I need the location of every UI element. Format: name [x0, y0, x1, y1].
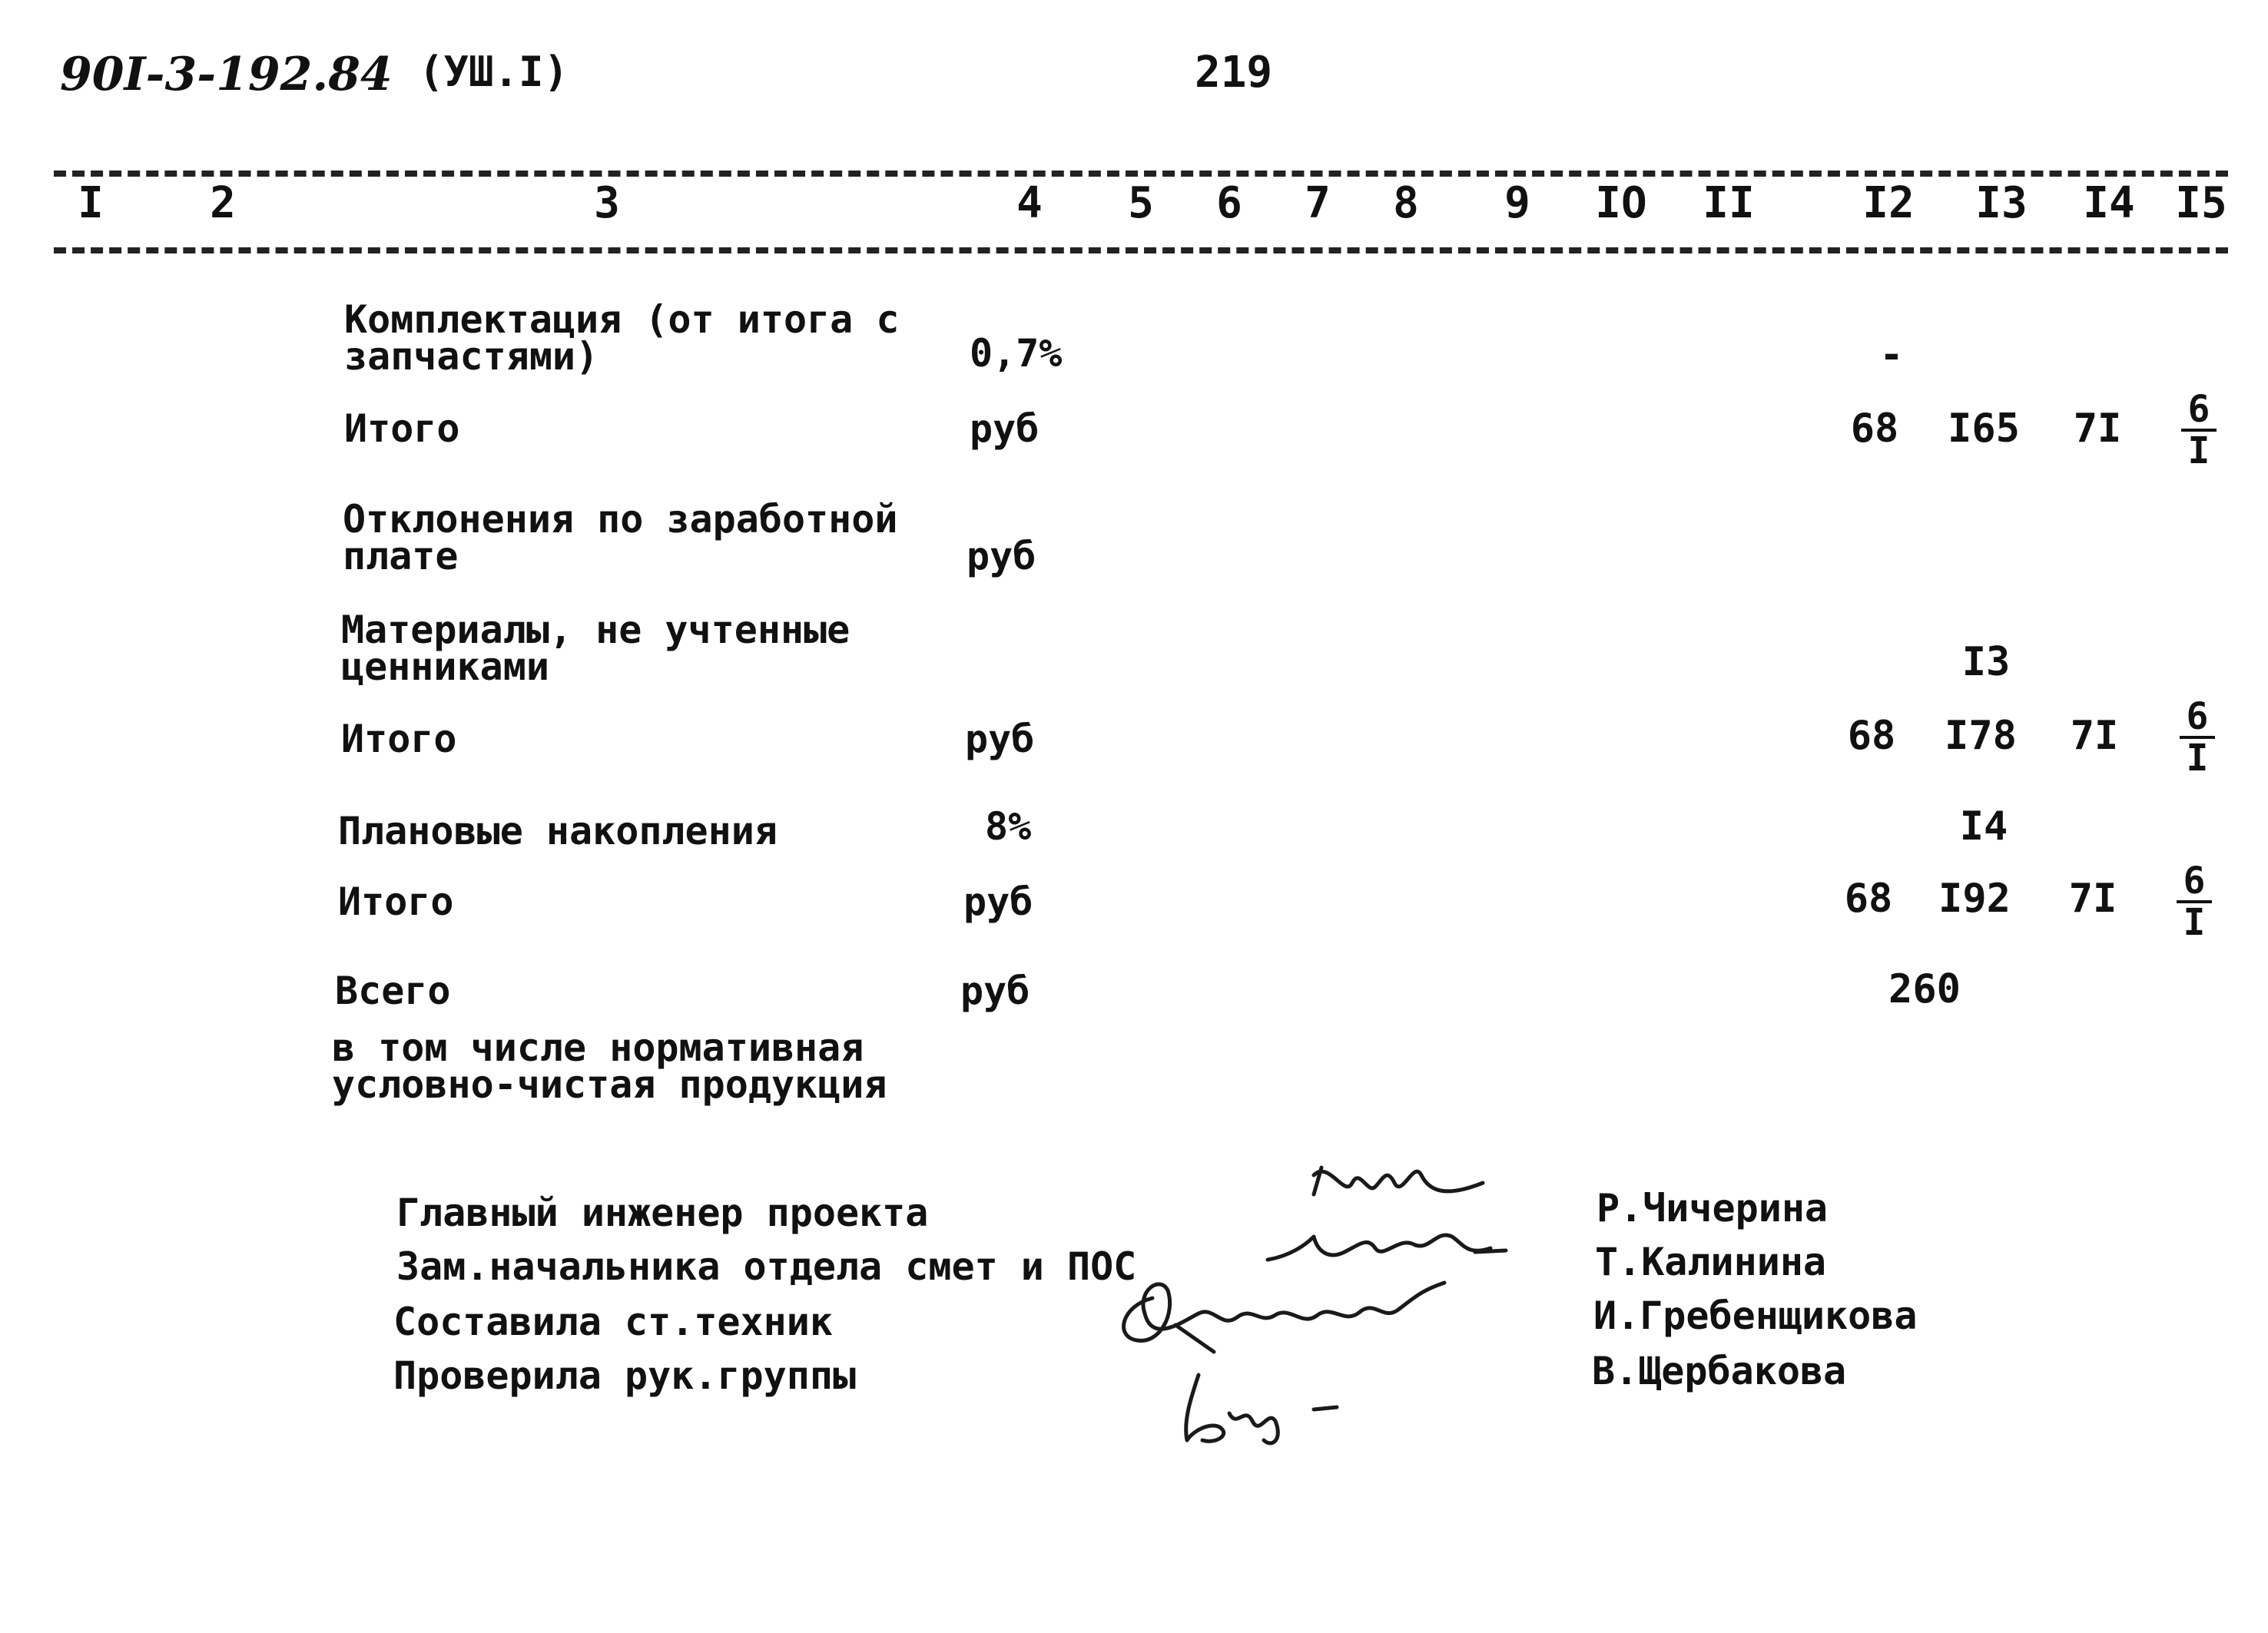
column-number: 7 [1305, 178, 1331, 228]
row-label: условно-чистая продукция [332, 1062, 887, 1107]
signatory-name: Т.Калинина [1595, 1240, 1827, 1284]
document-variant: (УШ.I) [419, 48, 569, 96]
row-value-col13: I3 [1961, 639, 2011, 685]
row-value-col13: I4 [1959, 803, 2008, 850]
row-label: Итого [341, 717, 457, 761]
row-label: ценниками [341, 644, 549, 689]
fraction-numerator: 6 [2181, 390, 2217, 432]
signatory-role: Составила ст.техник [393, 1300, 833, 1344]
row-fraction-col15 [2177, 862, 2212, 942]
row-fraction-col15 [2181, 390, 2217, 470]
signature-scribble [1298, 1152, 1498, 1221]
column-number: 6 [1216, 178, 1242, 228]
column-number: I5 [2175, 178, 2227, 228]
header-bottom-rule [54, 247, 2228, 253]
signature-scribble [1168, 1367, 1368, 1452]
column-number: I [78, 178, 104, 228]
row-label: Отклонения по заработной [343, 497, 898, 542]
row-unit: руб [960, 969, 1030, 1013]
row-label: Комплектация (от итога с [344, 297, 900, 342]
row-value-col14: 7I [2070, 713, 2119, 759]
row-label: запчастями) [344, 334, 599, 379]
row-unit: руб [967, 534, 1036, 578]
column-number: 3 [594, 178, 620, 228]
signatory-name: В.Щербакова [1592, 1349, 1847, 1393]
fraction-denominator: I [2187, 429, 2210, 472]
signature-scribble [1106, 1267, 1467, 1367]
signatory-role: Главный инженер проекта [396, 1191, 929, 1235]
row-label: в том числе нормативная [332, 1025, 864, 1070]
signatory-role: Проверила рук.группы [393, 1353, 857, 1398]
column-number: 4 [1016, 178, 1043, 228]
row-value-total: 260 [1888, 966, 1961, 1012]
row-unit: 0,7% [970, 331, 1063, 376]
row-value-col12: - [1879, 332, 1904, 378]
header-top-rule [54, 171, 2228, 177]
row-label: плате [343, 534, 459, 578]
column-number: I3 [1975, 178, 2028, 228]
row-value-col13: I78 [1945, 713, 2017, 759]
row-label: Материалы, не учтенные [341, 608, 850, 652]
row-value-col12: 68 [1844, 876, 1893, 922]
row-value-col12: 68 [1850, 406, 1899, 452]
row-label: Всего [335, 969, 451, 1013]
row-value-col12: 68 [1847, 713, 1896, 759]
row-value-col14: 7I [2068, 876, 2117, 922]
column-number: 8 [1393, 178, 1419, 228]
column-number: I2 [1862, 178, 1915, 228]
column-number: I4 [2083, 178, 2135, 228]
row-value-col14: 7I [2073, 406, 2122, 452]
row-unit: руб [965, 717, 1035, 761]
column-number: IO [1595, 178, 1647, 228]
row-value-col13: I92 [1938, 876, 2011, 922]
fraction-denominator: I [2183, 901, 2206, 944]
column-number: 5 [1128, 178, 1154, 228]
fraction-denominator: I [2186, 737, 2209, 780]
column-number: II [1703, 178, 1755, 228]
row-label: Итого [344, 406, 460, 451]
document-code: 90I-3-192.84 [60, 48, 393, 101]
row-label: Итого [338, 879, 454, 924]
column-number: 9 [1504, 178, 1530, 228]
column-number: 2 [210, 178, 236, 228]
row-unit: руб [963, 879, 1033, 924]
row-value-col13: I65 [1948, 406, 2020, 452]
signatory-name: Р.Чичерина [1597, 1186, 1829, 1231]
row-unit: руб [970, 406, 1040, 451]
signatory-name: И.Гребенщикова [1593, 1293, 1918, 1338]
signatory-role: Зам.начальника отдела смет и ПОС [396, 1244, 1137, 1289]
row-unit: 8% [985, 804, 1032, 849]
page-number: 219 [1195, 48, 1273, 98]
fraction-numerator: 6 [2177, 862, 2212, 903]
row-label: Плановые накопления [338, 809, 778, 853]
fraction-numerator: 6 [2180, 697, 2215, 739]
row-fraction-col15 [2180, 695, 2215, 780]
